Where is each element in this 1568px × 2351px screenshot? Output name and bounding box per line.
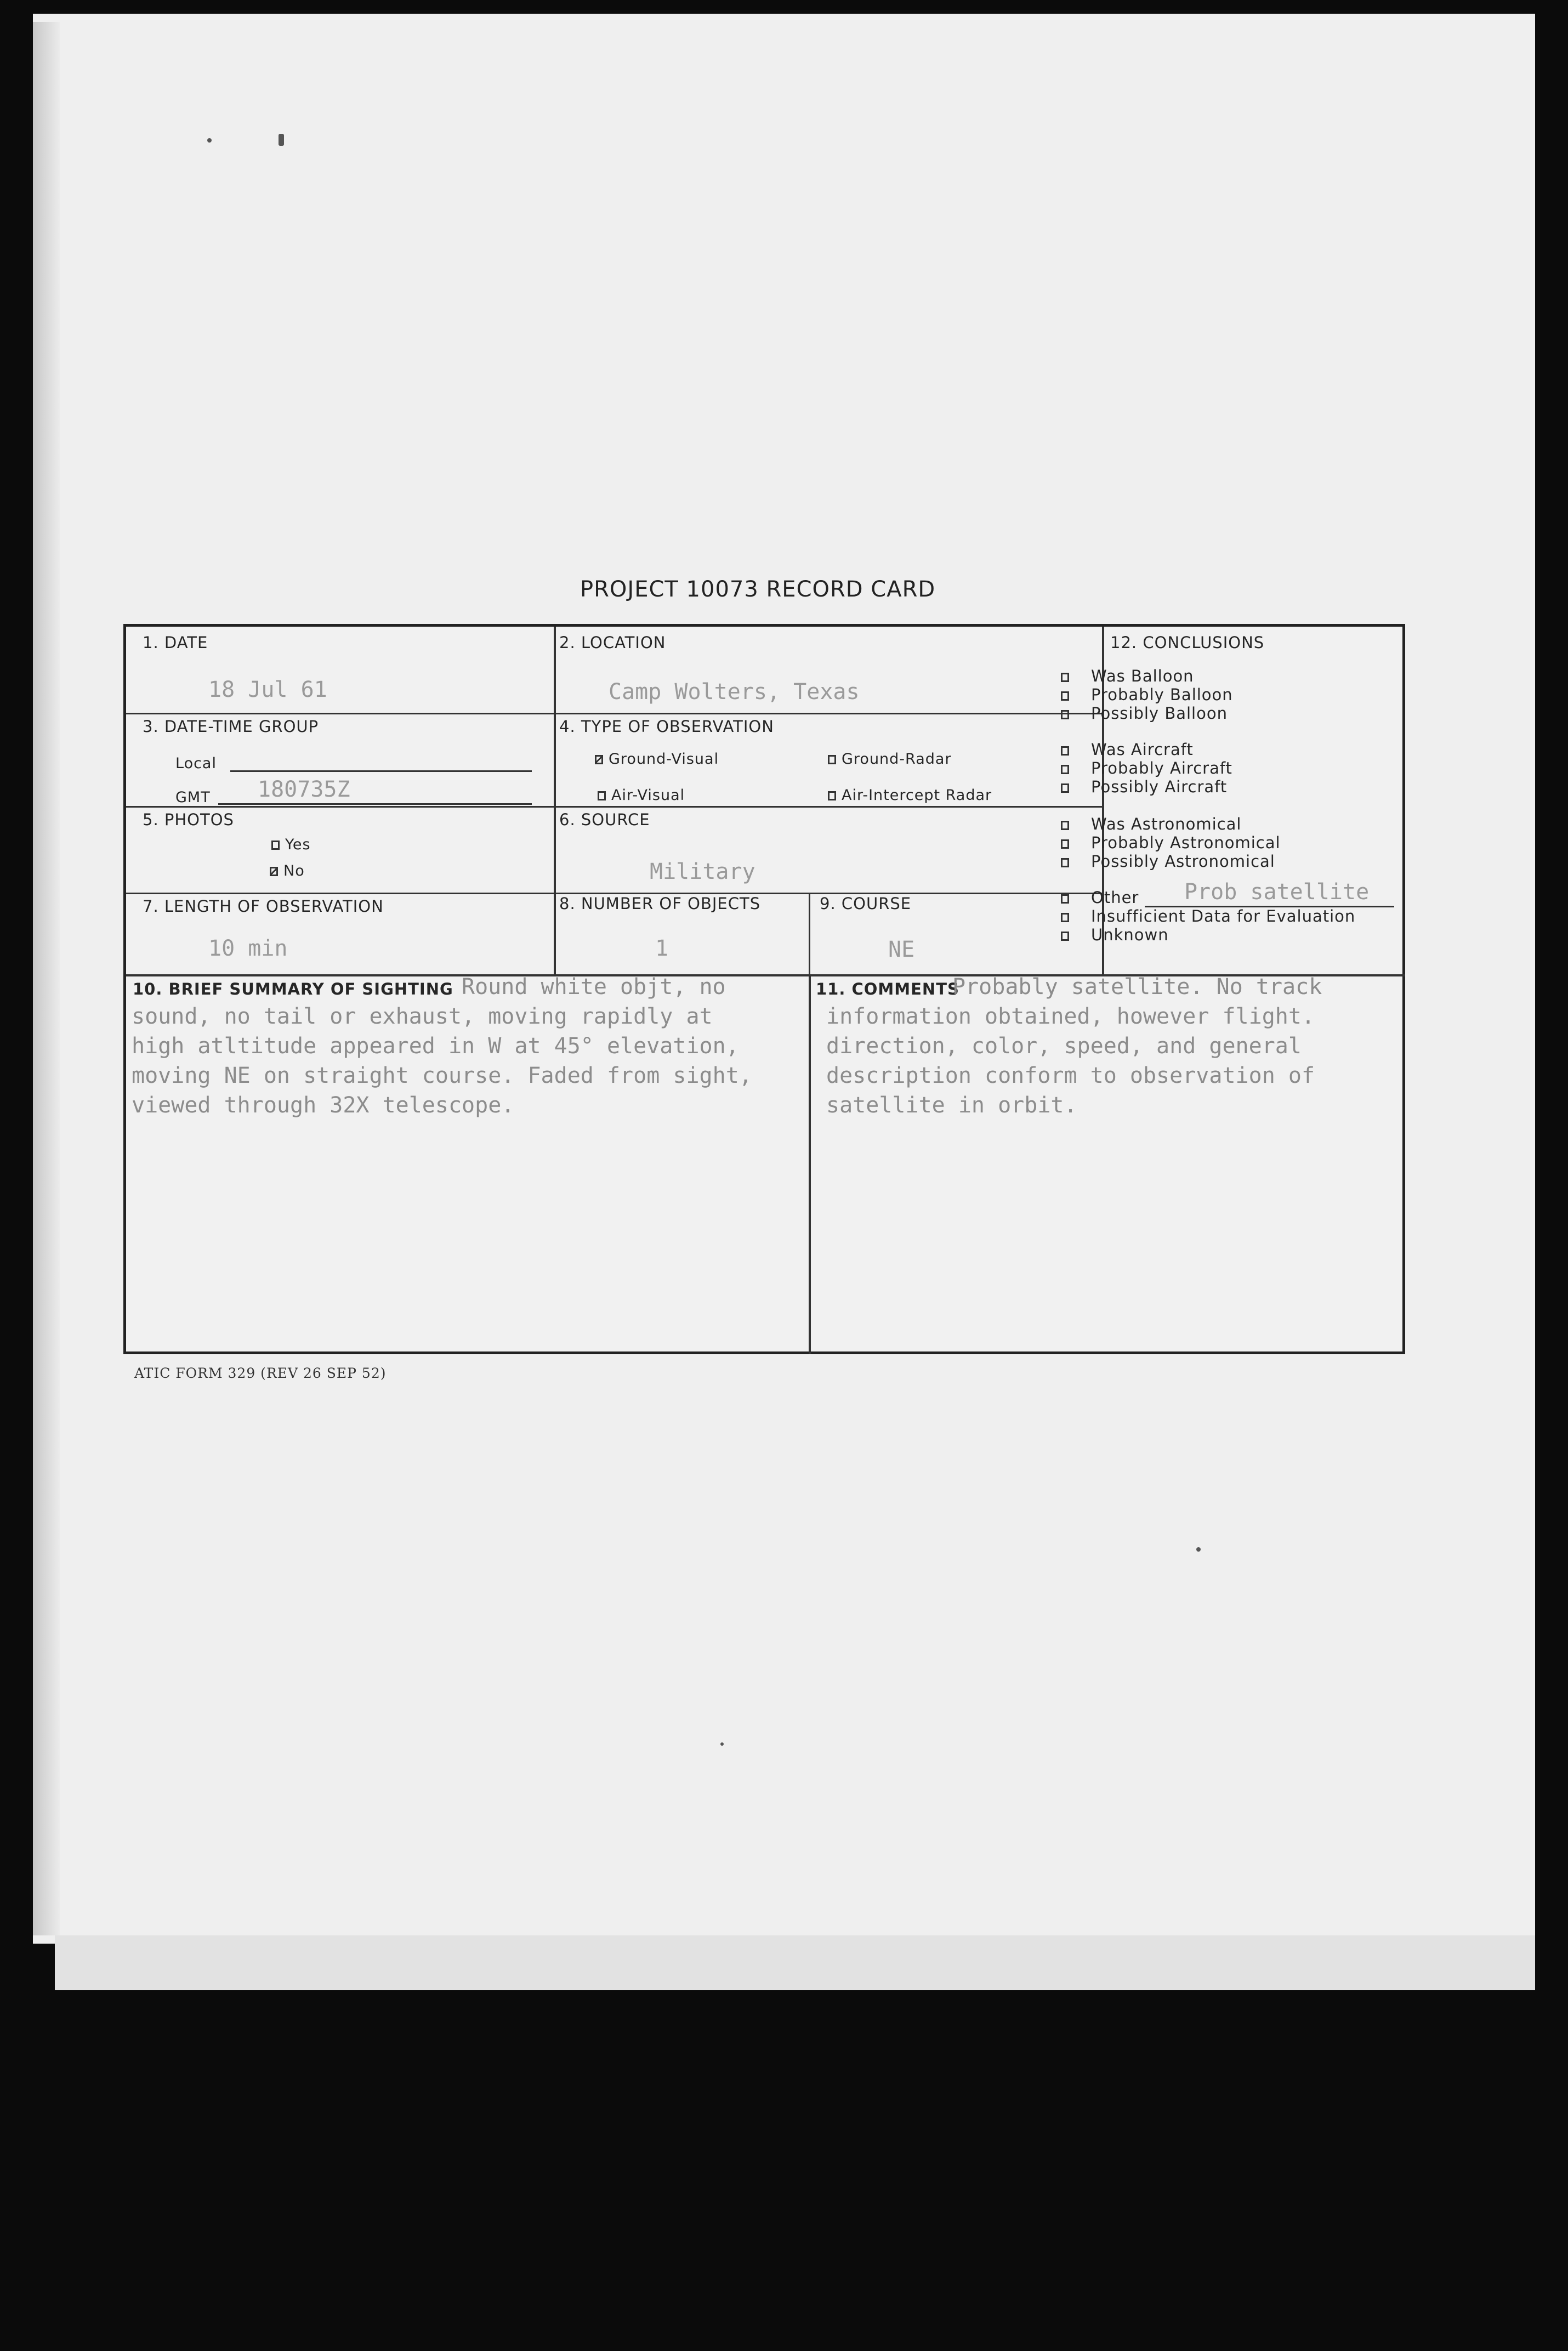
- conclusion-possibly-aircraft[interactable]: Possibly Aircraft: [1061, 777, 1227, 796]
- local-label: Local: [175, 755, 217, 772]
- checkbox-icon: [1061, 932, 1069, 941]
- conclusion-other[interactable]: Other: [1061, 888, 1139, 907]
- conclusion-insufficient-data[interactable]: Insufficient Data for Evaluation: [1061, 907, 1355, 925]
- conclusion-probably-aircraft[interactable]: Probably Aircraft: [1061, 759, 1232, 777]
- form-footer: ATIC FORM 329 (REV 26 SEP 52): [134, 1365, 387, 1381]
- checkbox-checked-icon: [270, 867, 278, 876]
- checkbox-icon: [271, 841, 280, 850]
- record-card: [123, 624, 1405, 1354]
- option-ground-visual[interactable]: Ground-Visual: [595, 751, 719, 768]
- gmt-underline: [218, 803, 532, 805]
- comments-line-4: description conform to observation of: [826, 1063, 1315, 1088]
- checkbox-icon: [828, 755, 836, 764]
- dtg-label: 3. DATE-TIME GROUP: [143, 717, 319, 736]
- comments-label: 11. COMMENTS: [816, 980, 959, 998]
- conclusion-possibly-astronomical[interactable]: Possibly Astronomical: [1061, 852, 1275, 871]
- option-air-visual[interactable]: Air-Visual: [598, 787, 685, 804]
- conclusion-unknown[interactable]: Unknown: [1061, 925, 1169, 944]
- checkbox-icon: [1061, 746, 1069, 756]
- dust-speck: [207, 138, 212, 143]
- checkbox-icon: [1061, 765, 1069, 774]
- checkbox-icon: [598, 791, 606, 800]
- option-ground-radar[interactable]: Ground-Radar: [828, 751, 952, 768]
- summary-line-2: sound, no tail or exhaust, moving rapidly at: [132, 1004, 713, 1029]
- objects-label: 8. NUMBER OF OBJECTS: [559, 894, 761, 913]
- checkbox-icon: [1061, 894, 1069, 904]
- conclusion-possibly-balloon[interactable]: Possibly Balloon: [1061, 704, 1228, 723]
- checkbox-icon: [1061, 858, 1069, 867]
- option-photos-no[interactable]: No: [270, 862, 305, 879]
- dust-speck: [720, 1742, 724, 1746]
- option-photos-yes[interactable]: Yes: [271, 836, 311, 853]
- summary-line-4: moving NE on straight course. Faded from sight,: [132, 1063, 752, 1088]
- observation-type-label: 4. TYPE OF OBSERVATION: [559, 717, 774, 736]
- gmt-label: GMT: [175, 789, 211, 806]
- card-title: PROJECT 10073 RECORD CARD: [580, 577, 936, 602]
- comments-line-5: satellite in orbit.: [826, 1093, 1077, 1118]
- dust-speck: [279, 134, 284, 146]
- divider-row2: [126, 806, 1102, 808]
- local-underline: [230, 770, 532, 772]
- conclusions-label: 12. CONCLUSIONS: [1110, 633, 1265, 652]
- checkbox-icon: [828, 791, 836, 800]
- conclusion-probably-balloon[interactable]: Probably Balloon: [1061, 685, 1233, 704]
- checkbox-icon: [1061, 691, 1069, 701]
- photos-label: 5. PHOTOS: [143, 810, 234, 829]
- comments-line-3: direction, color, speed, and general: [826, 1033, 1302, 1059]
- conclusion-probably-astronomical[interactable]: Probably Astronomical: [1061, 833, 1281, 852]
- sheet-shadow-edge: [33, 22, 60, 1935]
- checkbox-icon: [1061, 710, 1069, 719]
- divider-row1: [126, 713, 1102, 714]
- divider-col1: [554, 627, 556, 976]
- course-value: NE: [888, 937, 915, 962]
- objects-value: 1: [655, 936, 669, 961]
- summary-line-5: viewed through 32X telescope.: [132, 1093, 515, 1118]
- divider-summary: [809, 974, 811, 1354]
- location-value: Camp Wolters, Texas: [609, 679, 860, 705]
- other-value: Prob satellite: [1184, 879, 1370, 905]
- date-label: 1. DATE: [143, 633, 208, 652]
- comments-line-2: information obtained, however flight.: [826, 1004, 1315, 1029]
- summary-line-3: high atltitude appeared in W at 45° elevation,: [132, 1033, 739, 1059]
- checkbox-icon: [1061, 673, 1069, 682]
- checkbox-icon: [1061, 821, 1069, 830]
- source-label: 6. SOURCE: [559, 810, 650, 829]
- length-label: 7. LENGTH OF OBSERVATION: [143, 897, 384, 916]
- dust-speck: [1196, 1547, 1201, 1552]
- summary-line-1: Round white objt, no: [462, 974, 726, 1000]
- conclusion-was-aircraft[interactable]: Was Aircraft: [1061, 740, 1194, 759]
- gmt-value: 180735Z: [258, 777, 350, 802]
- checkbox-icon: [1061, 913, 1069, 922]
- source-value: Military: [650, 859, 755, 884]
- sheet-bottom-band: [55, 1935, 1535, 1990]
- checkbox-icon: [1061, 783, 1069, 793]
- divider-col2: [809, 893, 810, 976]
- location-label: 2. LOCATION: [559, 633, 666, 652]
- option-air-intercept-radar[interactable]: Air-Intercept Radar: [828, 787, 992, 804]
- conclusion-was-balloon[interactable]: Was Balloon: [1061, 667, 1194, 685]
- course-label: 9. COURSE: [820, 894, 912, 913]
- comments-line-1: Probably satellite. No track: [952, 974, 1322, 1000]
- date-value: 18 Jul 61: [208, 677, 327, 702]
- checkbox-checked-icon: [595, 755, 603, 764]
- conclusion-was-astronomical[interactable]: Was Astronomical: [1061, 815, 1241, 833]
- checkbox-icon: [1061, 839, 1069, 849]
- summary-label: 10. BRIEF SUMMARY OF SIGHTING: [133, 980, 453, 998]
- length-value: 10 min: [208, 936, 288, 961]
